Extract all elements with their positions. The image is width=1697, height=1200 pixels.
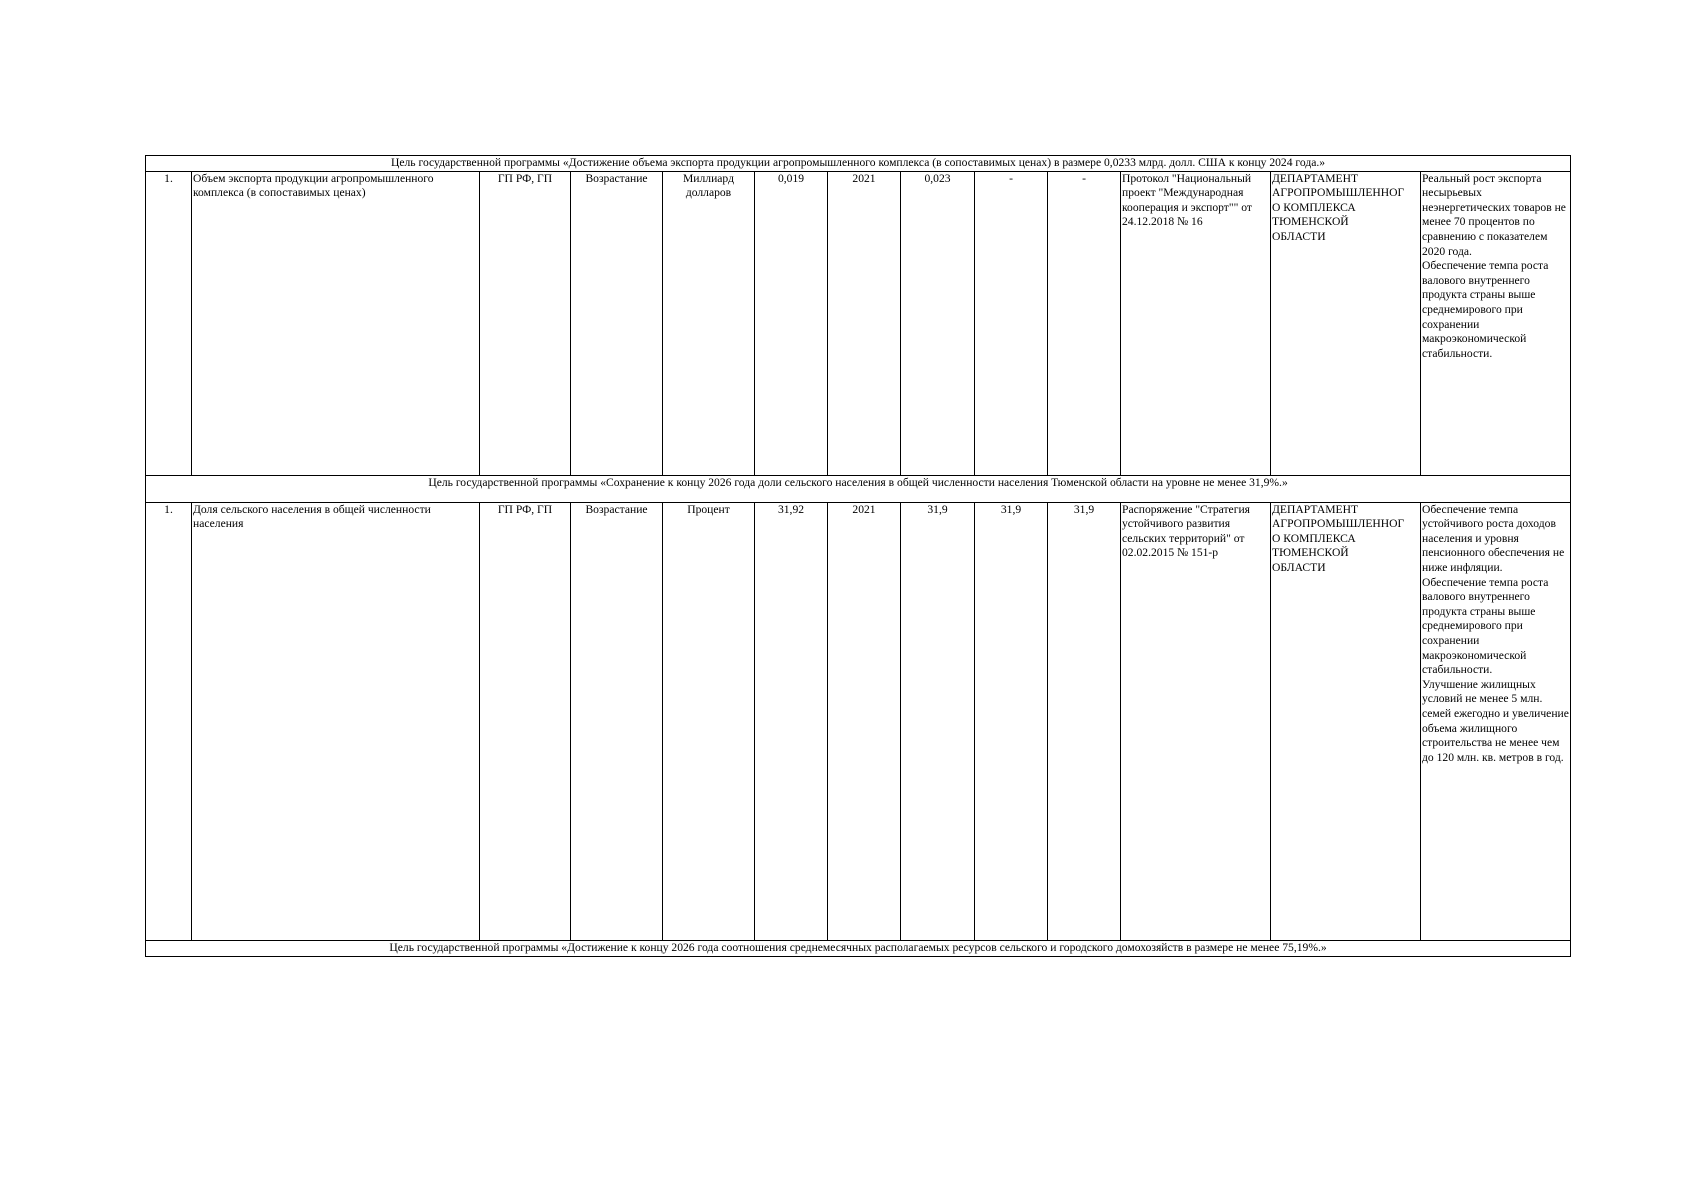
table-row (146, 502, 1571, 940)
value-year-2: 31,9 (975, 502, 1048, 940)
value-year-1: 0,023 (901, 171, 975, 475)
value-year-3: - (1048, 171, 1121, 475)
value-year-3: 31,9 (1048, 502, 1121, 940)
indicator-trend: Возрастание (571, 171, 663, 475)
value-year-2: - (975, 171, 1048, 475)
row-number: 1. (146, 502, 192, 940)
value-year-1: 31,9 (901, 502, 975, 940)
national-goal-link: Обеспечение темпа устойчивого роста доходов населения и уровня пенсионного обеспечения не ниже инфляции. Обеспечение темпа роста валового внутреннего продукта страны выше среднемирового при сохранении макроэкономической стабильности. Улучшение жилищных условий не менее 5 млн. семей ежегодно и увеличение объема жилищного строительства не менее чем до 120 млн. кв. метров в год. (1421, 502, 1571, 940)
indicator-level: ГП РФ, ГП (480, 502, 571, 940)
indicators-table (145, 155, 1571, 957)
goal-row (146, 475, 1571, 502)
indicator-level: ГП РФ, ГП (480, 171, 571, 475)
table-row (146, 171, 1571, 475)
goal-row (146, 156, 1571, 172)
goal-text: Цель государственной программы «Достижение объема экспорта продукции агропромышленного комплекса (в сопоставимых ценах) в размере 0,0233 млрд. долл. США к концу 2024 года.» (146, 156, 1571, 172)
base-value: 31,92 (755, 502, 828, 940)
basis-document: Распоряжение "Стратегия устойчивого развития сельских территорий" от 02.02.2015 № 151-р (1121, 502, 1271, 940)
basis-document: Протокол "Национальный проект "Международная кооперация и экспорт"" от 24.12.2018 № 16 (1121, 171, 1271, 475)
indicator-trend: Возрастание (571, 502, 663, 940)
goal-row (146, 940, 1571, 956)
responsible-department: ДЕПАРТАМЕНТ АГРОПРОМЫШЛЕННОГ О КОМПЛЕКСА ТЮМЕНСКОЙ ОБЛАСТИ (1271, 171, 1421, 475)
base-year: 2021 (828, 502, 901, 940)
responsible-department: ДЕПАРТАМЕНТ АГРОПРОМЫШЛЕННОГ О КОМПЛЕКСА ТЮМЕНСКОЙ ОБЛАСТИ (1271, 502, 1421, 940)
goal-text: Цель государственной программы «Сохранение к концу 2026 года доли сельского населения в общей численности населения Тюменской области на уровне не менее 31,9%.» (146, 475, 1571, 502)
national-goal-link: Реальный рост экспорта несырьевых неэнергетических товаров не менее 70 процентов по сравнению с показателем 2020 года. Обеспечение темпа роста валового внутреннего продукта страны выше среднемирового при сохранении макроэкономической стабильности. (1421, 171, 1571, 475)
row-number: 1. (146, 171, 192, 475)
document-page (145, 155, 1570, 957)
goal-text: Цель государственной программы «Достижение к концу 2026 года соотношения среднемесячных располагаемых ресурсов сельского и городского домохозяйств в размере не менее 75,19%.» (146, 940, 1571, 956)
base-value: 0,019 (755, 171, 828, 475)
indicator-name: Доля сельского населения в общей численности населения (192, 502, 480, 940)
indicator-unit: Процент (663, 502, 755, 940)
base-year: 2021 (828, 171, 901, 475)
indicator-unit: Миллиард долларов (663, 171, 755, 475)
indicator-name: Объем экспорта продукции агропромышленного комплекса (в сопоставимых ценах) (192, 171, 480, 475)
